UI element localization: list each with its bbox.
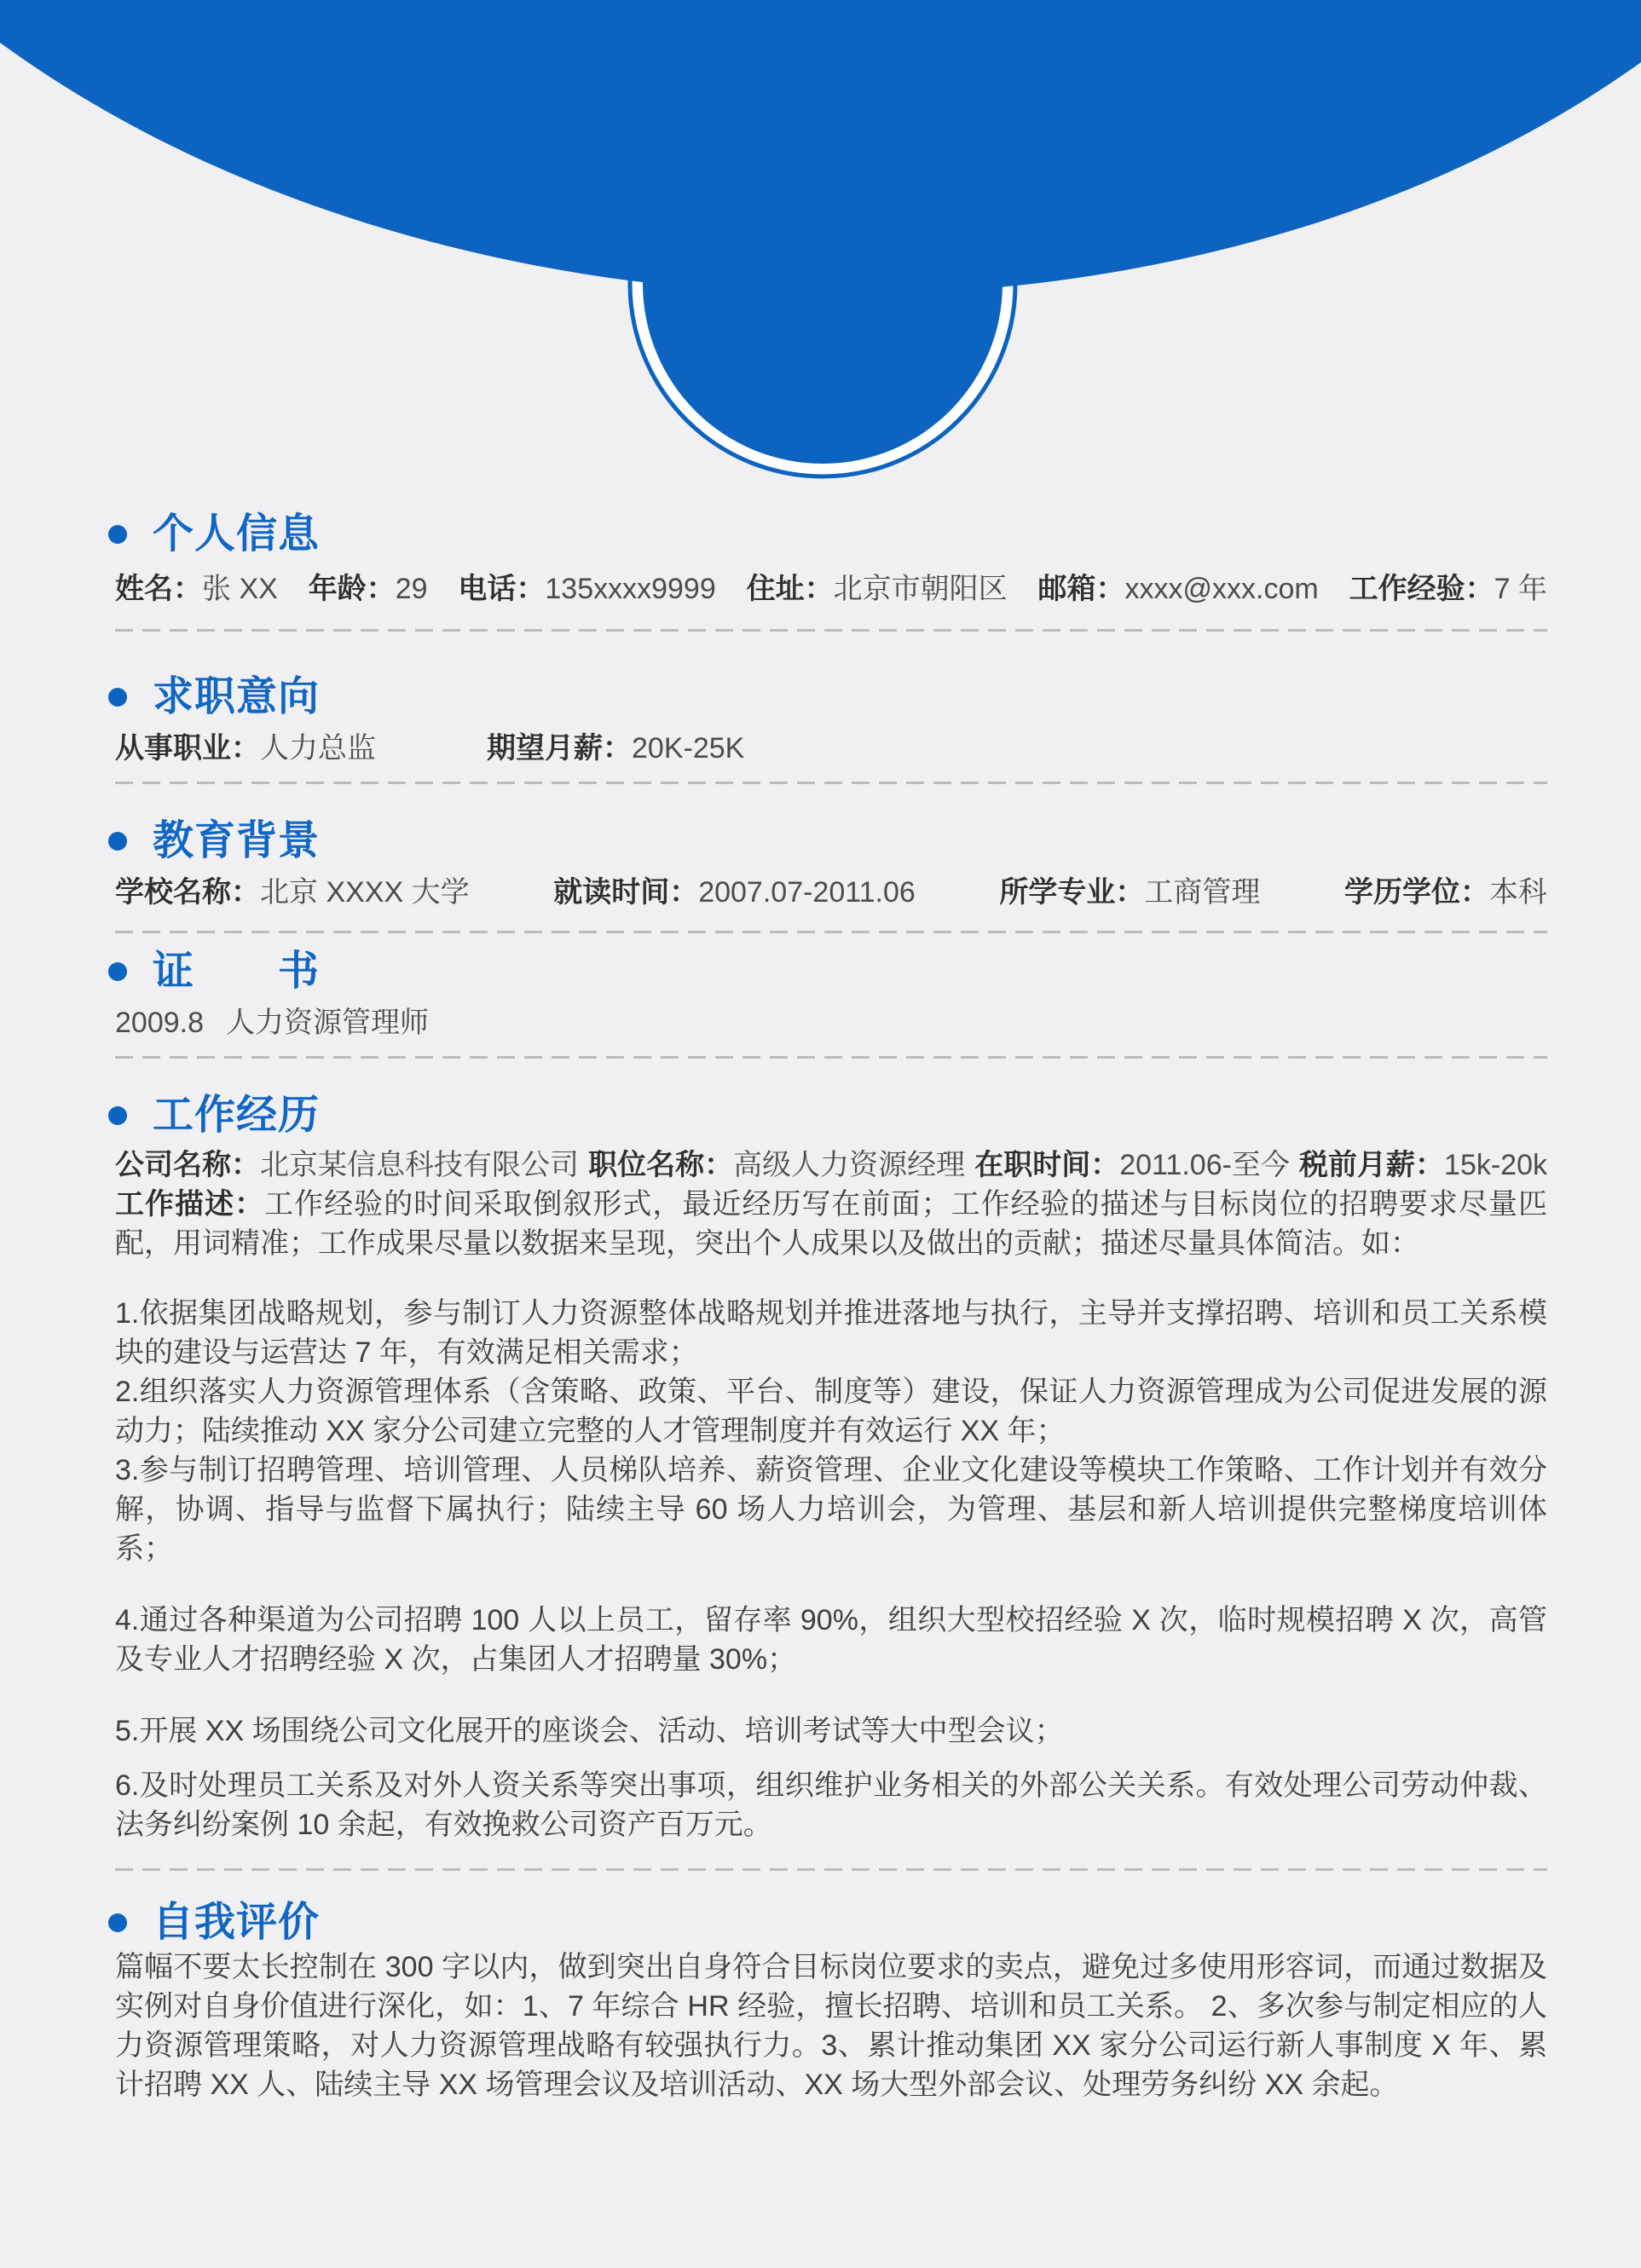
field-employment-period (974, 1146, 1290, 1185)
certificate-item (115, 1003, 1547, 1042)
field-label: 所学专业： (999, 876, 1145, 909)
field-major (999, 873, 1260, 912)
section-divider (115, 782, 1547, 784)
work-item-6: 6.及时处理员工关系及对外人资关系等突出事项，组织维护业务相关的外部公关关系。有效处理公司劳动仲裁、法务纠纷案例 10 余起，有效挽救公司资产百万元。 (115, 1769, 1547, 1841)
field-expected-salary (487, 729, 744, 768)
field-value: 张 XX (202, 573, 278, 605)
education-heading (115, 817, 1547, 866)
self-evaluation-heading (115, 1898, 1547, 1948)
section-divider (115, 1868, 1547, 1871)
field-label: 邮箱： (1037, 573, 1125, 605)
field-label: 电话： (458, 573, 546, 605)
field-value: 人力总监 (260, 732, 376, 765)
field-value: 2011.06-至今 (1119, 1149, 1290, 1181)
section-title: 工作经历 (153, 1093, 321, 1138)
field-value: 北京 XXXX 大学 (260, 876, 470, 909)
job-intention-row (115, 729, 1547, 768)
field-study-period (553, 873, 916, 912)
work-item-2: 2.组织落实人力资源管理体系（含策略、政策、平台、制度等）建设，保证人力资源管理成为公司促进发展的源动力；陆续推动 XX 家分公司建立完整的人才管理制度并有效运行 XX 年； (115, 1376, 1547, 1447)
field-label: 税前月薪： (1299, 1149, 1445, 1181)
bullet-icon (108, 962, 127, 981)
field-value: 北京某信息科技有限公司 (260, 1149, 579, 1181)
section-self-evaluation (115, 1898, 1547, 2104)
work-experience-row (115, 1146, 1547, 1185)
field-label: 从事职业： (115, 732, 260, 765)
self-evaluation-text: 篇幅不要太长控制在 300 字以内，做到突出自身符合目标岗位要求的卖点，避免过多使用形容词，而通过数据及实例对自身价值进行深化，如：1、7 年综合 HR 经验，擅长招聘、培训和员工关系。 2、多次参与制定相应的人力资源管理策略，对人力资源管理战略有较强执行力。3、累计推动集团 XX 家分公司运行新人事制度 X 年、累计招聘 XX 人、陆续主导 XX 场管理会议及培训活动、XX 场大型外部会议、处理劳务纠纷 XX 余起。 (115, 1951, 1547, 2101)
section-job-intention (115, 672, 1547, 784)
section-personal-info (115, 510, 1547, 632)
certificate-date: 2009.8 (115, 1007, 204, 1039)
field-name (115, 569, 278, 609)
work-item-3: 3.参与制订招聘管理、培训管理、人员梯队培养、薪资管理、企业文化建设等模块工作策略、工作计划并有效分解，协调、指导与监督下属执行；陆续主导 60 场人力培训会，为管理、基层和新人培训提供完整梯度培训体系； (115, 1454, 1547, 1565)
certificate-name: 人力资源管理师 (226, 1007, 429, 1039)
bullet-icon (108, 688, 127, 707)
section-divider (115, 931, 1547, 933)
field-job-title (588, 1146, 965, 1185)
field-email (1038, 569, 1319, 609)
personal-info-row (115, 569, 1547, 609)
field-degree (1344, 873, 1547, 912)
section-title: 证 书 (153, 949, 321, 994)
field-age (309, 569, 428, 609)
education-row (115, 873, 1547, 912)
field-value: 15k-20k (1444, 1149, 1547, 1181)
field-value: 工商管理 (1144, 876, 1261, 909)
bullet-icon (108, 1913, 127, 1932)
job-intention-heading (115, 672, 1547, 722)
field-phone (458, 569, 715, 609)
section-title: 自我评价 (153, 1900, 321, 1945)
field-label: 在职时间： (974, 1149, 1120, 1181)
field-label: 学校名称： (115, 876, 260, 909)
bullet-icon (108, 1106, 127, 1125)
section-title: 个人信息 (153, 511, 321, 557)
field-value: 2007.07-2011.06 (698, 876, 916, 909)
field-label: 住址： (746, 573, 834, 605)
section-title: 求职意向 (153, 674, 321, 719)
section-certificates (115, 947, 1547, 1059)
field-label: 工作经验： (1349, 573, 1494, 605)
field-value: 高级人力资源经理 (733, 1149, 966, 1181)
bullet-icon (108, 525, 127, 544)
work-item-5: 5.开展 XX 场围绕公司文化展开的座谈会、活动、培训考试等大中型会议； (115, 1715, 1064, 1747)
field-label: 学历学位： (1344, 876, 1489, 909)
work-description (115, 1185, 1547, 1263)
section-education (115, 817, 1547, 933)
field-company (115, 1146, 579, 1185)
field-label: 姓名： (115, 573, 202, 605)
bullet-icon (108, 832, 127, 851)
field-label: 公司名称： (115, 1149, 260, 1181)
field-value: 20K-25K (632, 732, 745, 765)
field-value: 北京市朝阳区 (833, 573, 1008, 605)
field-address (747, 569, 1008, 609)
personal-info-heading (115, 510, 1547, 559)
field-label: 年龄： (308, 573, 396, 605)
field-experience-years (1349, 569, 1547, 609)
work-description-label: 工作描述： (115, 1188, 265, 1221)
field-label: 职位名称： (588, 1149, 734, 1181)
field-school (115, 873, 470, 912)
section-work-experience (115, 1091, 1547, 1871)
field-salary (1299, 1146, 1547, 1185)
work-description-text: 工作经验的时间采取倒叙形式，最近经历写在前面；工作经验的描述与目标岗位的招聘要求尽量匹配，用词精准；工作成果尽量以数据来呈现，突出个人成果以及做出的贡献；描述尽量具体简洁。如： (115, 1188, 1547, 1260)
field-value: 本科 (1489, 876, 1547, 909)
field-label: 期望月薪： (487, 732, 632, 765)
certificates-heading (115, 947, 1547, 996)
field-target-position (115, 729, 376, 768)
field-value: 135xxxx9999 (545, 573, 716, 605)
field-value: 7 年 (1494, 573, 1547, 605)
section-divider (115, 629, 1547, 632)
field-label: 就读时间： (553, 876, 699, 909)
field-value: 29 (395, 573, 428, 605)
section-title: 教育背景 (153, 818, 321, 863)
work-item-4: 4.通过各种渠道为公司招聘 100 人以上员工，留存率 90%，组织大型校招经验 X 次，临时规模招聘 X 次，高管及专业人才招聘经验 X 次，占集团人才招聘量 30%； (115, 1604, 1547, 1676)
work-item-1: 1.依据集团战略规划，参与制订人力资源整体战略规划并推进落地与执行，主导并支撑招聘、培训和员工关系模块的建设与运营达 7 年，有效满足相关需求； (115, 1297, 1547, 1369)
section-divider (115, 1056, 1547, 1059)
work-experience-heading (115, 1091, 1547, 1140)
field-value: xxxx@xxx.com (1124, 573, 1319, 605)
